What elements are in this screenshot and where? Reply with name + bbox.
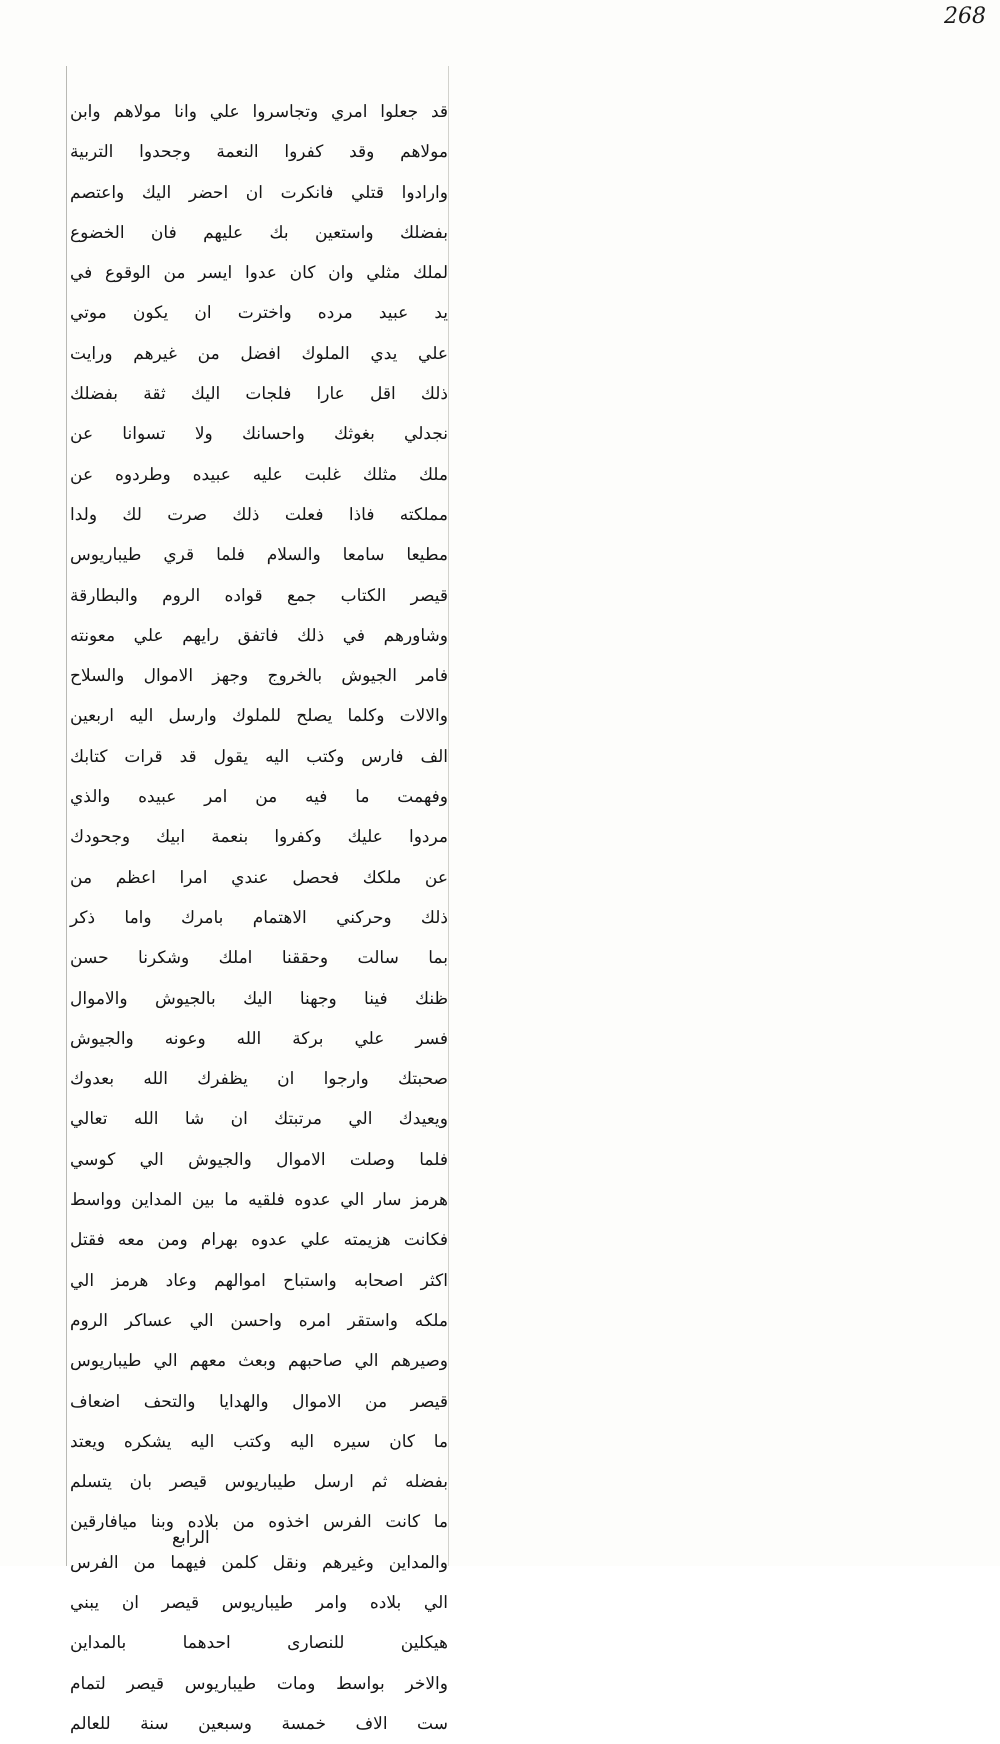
text-line: فامر الجيوش بالخروج وجهز الاموال والسلاح — [70, 666, 448, 687]
text-line: عن ملكك فحصل عندي امرا اعظم من — [70, 867, 448, 888]
text-line: ويعيدك الي مرتبتك ان شا الله تعالي — [70, 1109, 448, 1130]
text-line: مطيعا سامعا والسلام فلما قري طيباريوس — [70, 545, 448, 566]
text-line: بفضلك واستعين بك عليهم فان الخضوع — [70, 222, 448, 243]
text-line: ملك مثلك غلبت عليه عبيده وطردوه عن — [70, 464, 448, 485]
text-line: لملك مثلي وان كان عدوا ايسر من الوقوع في — [70, 263, 448, 284]
text-line: مملكته فاذا فعلت ذلك صرت لك ولدا — [70, 504, 448, 525]
text-line: وفهمت ما فيه من امر عبيده والذي — [70, 787, 448, 808]
text-line: يد عبيد مرده واخترت ان يكون موتي — [70, 303, 448, 324]
text-line: قيصر الكتاب جمع قواده الروم والبطارقة — [70, 585, 448, 606]
text-line: اكثر اصحابه واستباح اموالهم وعاد هرمز الي — [70, 1270, 448, 1291]
text-line: نجدلي بغوثك واحسانك ولا تسوانا عن — [70, 424, 448, 445]
text-line: ذلك وحركني الاهتمام بامرك واما ذكر — [70, 907, 448, 928]
text-line: والمداين وغيرهم ونقل كلمن فيهما من الفرس — [70, 1552, 448, 1573]
text-line: الي بلاده وامر طيباريوس قيصر ان يبني — [70, 1592, 448, 1613]
text-line: والاخر بواسط ومات طيباريوس قيصر لتمام — [70, 1673, 448, 1694]
text-line: هيكلين للنصارى احدهما بالمداين — [70, 1633, 448, 1654]
text-line: علي يدي الملوك افضل من غيرهم ورايت — [70, 343, 448, 364]
text-line: بفضله ثم ارسل طيباريوس قيصر بان يتسلم — [70, 1472, 448, 1493]
text-line: هرمز سار الي عدوه فلقيه ما بين المداين وواسط — [70, 1190, 448, 1211]
text-line: قيصر من الاموال والهدايا والتحف اضعاف — [70, 1391, 448, 1412]
text-line: مردوا عليك وكفروا بنعمة ابيك وجحودك — [70, 827, 448, 848]
text-line: وصيرهم الي صاحبهم وبعث معهم الي طيباريوس — [70, 1351, 448, 1372]
text-line: صحبتك وارجوا ان يظفرك الله بعدوك — [70, 1069, 448, 1090]
text-line: وشاورهم في ذلك فاتفق رايهم علي معونته — [70, 625, 448, 646]
catchword: الرابع — [172, 1528, 210, 1548]
text-line: وارادوا قتلي فانكرت ان احضر اليك واعتصم — [70, 182, 448, 203]
text-line: مولاهم وقد كفروا النعمة وجحدوا التربية — [70, 142, 448, 163]
text-line: ظنك فينا وجهنا اليك بالجيوش والاموال — [70, 988, 448, 1009]
text-line: الف فارس وكتب اليه يقول قد قرات كتابك — [70, 746, 448, 767]
text-line: بما سالت وحققنا املك وشكرنا حسن — [70, 948, 448, 969]
text-line: ملكه واستقر امره واحسن الي عساكر الروم — [70, 1310, 448, 1331]
text-line: ما كانت الفرس اخذوه من بلاده وبنا ميافارقين — [70, 1512, 448, 1533]
text-line: ما كان سيره اليه وكتب اليه يشكره ويعتد — [70, 1431, 448, 1452]
text-line: ذلك اقل عارا فلجات اليك ثقة بفضلك — [70, 384, 448, 405]
text-line: فكانت هزيمته علي عدوه بهرام ومن معه فقتل — [70, 1230, 448, 1251]
text-line: فلما وصلت الاموال والجيوش الي كوسي — [70, 1149, 448, 1170]
text-line: ست الاف خمسة وسبعين سنة للعالم — [70, 1713, 448, 1734]
folio-number: 268 — [944, 4, 986, 29]
text-column — [66, 92, 452, 1744]
text-line: والالات وكلما يصلح للملوك وارسل اليه اربعين — [70, 706, 448, 727]
text-line: فسر علي بركة الله وعونه والجيوش — [70, 1028, 448, 1049]
text-line: قد جعلوا امري وتجاسروا علي وانا مولاهم وابن — [70, 102, 448, 122]
